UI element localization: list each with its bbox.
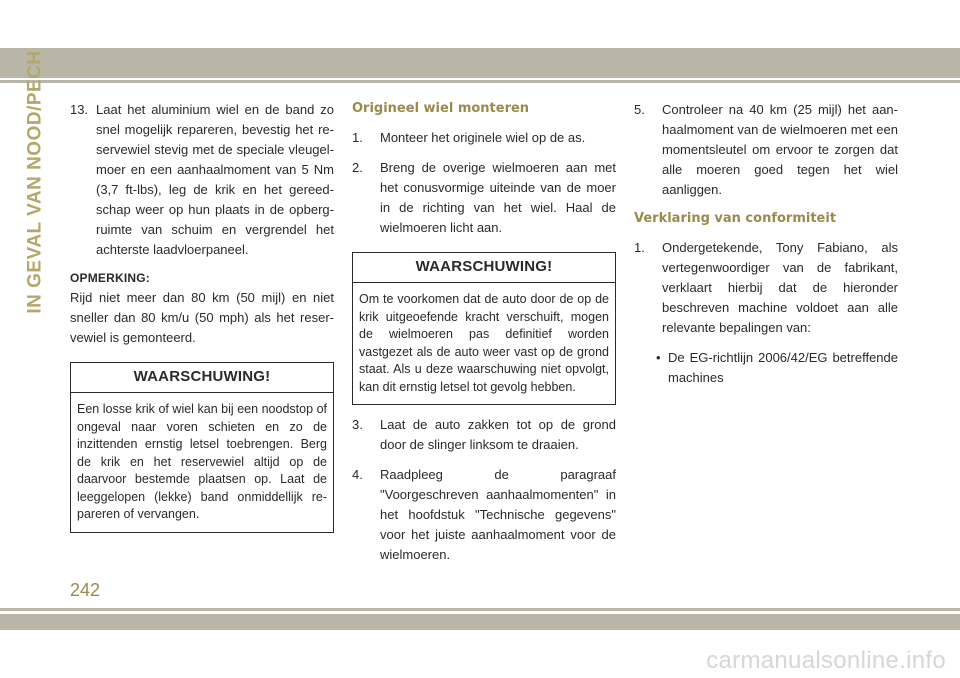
chapter-side-tab [22,50,50,314]
step-text: Monteer het originele wiel op de as. [380,130,586,145]
header-band [0,48,960,78]
step-text: Laat de auto zakken tot op de grond door de slinger linksom te draaien. [380,417,616,452]
warning-box [352,252,616,405]
column-right [634,100,898,388]
step-text: Ondergetekende, Tony Fabiano, als vertegenwoordiger van de fabrikant, verklaart hierbij dat de hieronder beschreven machine voldoet aan alle relevante bepalingen van: [662,240,898,335]
step-number: 2. [352,160,363,175]
section-heading: Verklaring van conformiteit [634,211,837,226]
warning-text: Een losse krik of wiel kan bij een noodstop of ongeval naar voren schieten en zo de inzittenden ernstig letsel toebrengen. Berg de krik en het reservewiel altijd op de daarvoor bestemde plaatsen op. Laat de leeggelopen (lekke) band onmiddellijk repareren of vervangen. [77,402,327,521]
column-middle [352,100,616,575]
page-number: 242 [70,580,101,600]
step-13 [70,100,334,260]
declaration-1 [634,238,898,338]
top-margin [0,0,960,48]
note-heading: OPMERKING: [70,271,150,285]
watermark: carmanualsonline.info [706,647,946,674]
step-text: Raadpleeg de paragraaf "Voorgeschreven aanhaalmomenten" in het hoofdstuk "Technische gegevens" voor het juiste aanhaalmoment voor de wielmoeren. [380,467,616,562]
header-rule [0,80,960,83]
warning-title: WAARSCHUWING! [353,253,615,283]
section-heading: Origineel wiel monteren [352,101,530,116]
step-5 [634,100,898,200]
step-number: 4. [352,467,363,482]
column-left [70,100,334,543]
warning-title: WAARSCHUWING! [71,363,333,393]
warning-box [70,362,334,533]
step-2 [352,158,616,238]
warning-text: Om te voorkomen dat de auto door de op de krik uitgeoefende kracht verschuift, mogen de wielmoeren pas definitief worden vastgezet als de auto weer vast op de grond staat. Als u deze waarschuwing niet opvolgt, kan dit ernstig letsel tot gevolg hebben. [359,292,609,394]
step-text: Laat het aluminium wiel en de band zo snel mogelijk repareren, bevestig het reservewiel stevig met de speciale vleugelmoer en een aanhaalmoment van 5 Nm (3,7 ft-lbs), leg de krik en het gereedschap weer op hun plaats in de opbergruimte van schuim en vergrendel het achterste laadvloerpaneel. [96,102,334,257]
step-4 [352,465,616,565]
step-text: Breng de overige wielmoeren aan met het conusvormige uiteinde van de moer in de richting van het wiel. Haal de wielmoeren licht aan. [380,160,616,235]
step-number: 1. [352,130,363,145]
footer-band [0,614,960,630]
note-text: Rijd niet meer dan 80 km (50 mijl) en niet sneller dan 80 km/u (50 mph) als het reservewiel is gemonteerd. [70,290,334,345]
step-number: 13. [70,102,89,117]
step-text: Controleer na 40 km (25 mijl) het aanhaalmoment van de wielmoeren met een momentsleutel om ervoor te zorgen dat alle moeren goed tegen het wiel aanliggen. [662,102,898,197]
step-number: 3. [352,417,363,432]
chapter-title: IN GEVAL VAN NOOD/PECH [25,50,46,314]
step-1 [352,128,616,148]
bullet-item [634,348,898,388]
step-number: 1. [634,240,645,255]
bullet-text: De EG-richtlijn 2006/42/EG betreffende machines [668,350,898,385]
step-3 [352,415,616,455]
step-number: 5. [634,102,645,117]
bullet-icon: • [656,350,661,365]
footer-rule [0,608,960,611]
